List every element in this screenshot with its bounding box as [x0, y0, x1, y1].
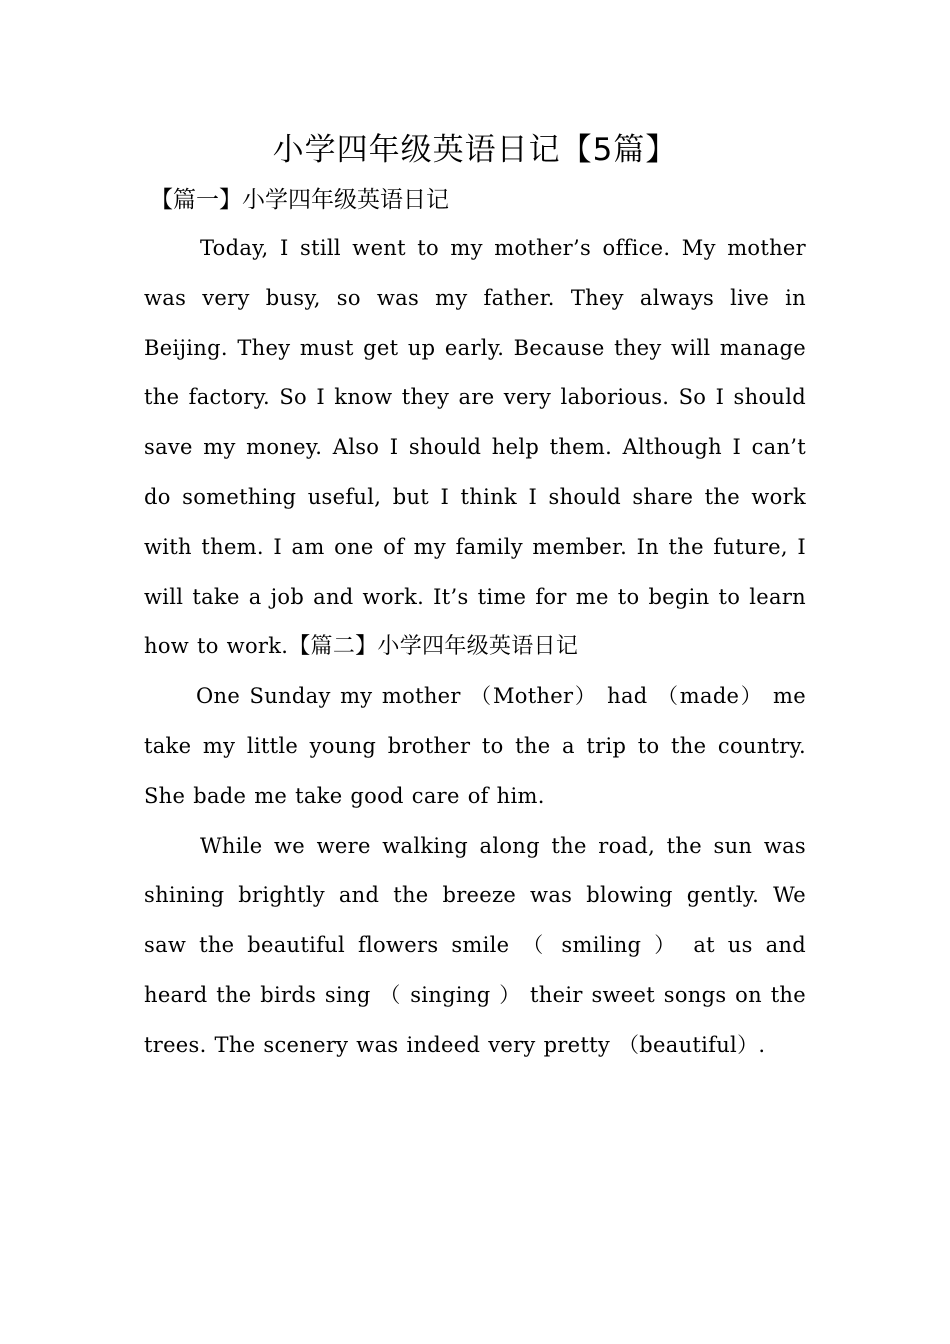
section-two-paragraph-1: One Sunday my mother （Mother） had （made） me take my little young brother to the a trip to the country. She bade me take good care of him.	[144, 684, 806, 808]
document-body	[144, 224, 806, 1071]
section-one-text: Today, I still went to my mother’s office. My mother was very busy, so was my father. They always live in Beijing. They must get up early. Because they will manage the factory. So I know they are very laborious. So I should save my money. Also I should help them. Although I can’t do something useful, but I think I should share the work with them. I am one of my family member. In the future, I will take a job and work. It’s time for me to begin to learn how to work.	[144, 236, 806, 659]
section-one-heading: 【篇一】小学四年级英语日记	[150, 187, 449, 213]
section-one-paragraph	[144, 224, 806, 672]
section-two-paragraph-2: While we were walking along the road, the sun was shining brightly and the breeze was blowing gently. We saw the beautiful flowers smile （ smiling ） at us and heard the birds sing （ singing ） their sweet songs on the trees. The scenery was indeed very pretty （beautiful）.	[144, 833, 806, 1057]
section-two-heading: 【篇二】小学四年级英语日记	[288, 634, 579, 660]
document-title: 小学四年级英语日记【5篇】	[272, 132, 678, 168]
